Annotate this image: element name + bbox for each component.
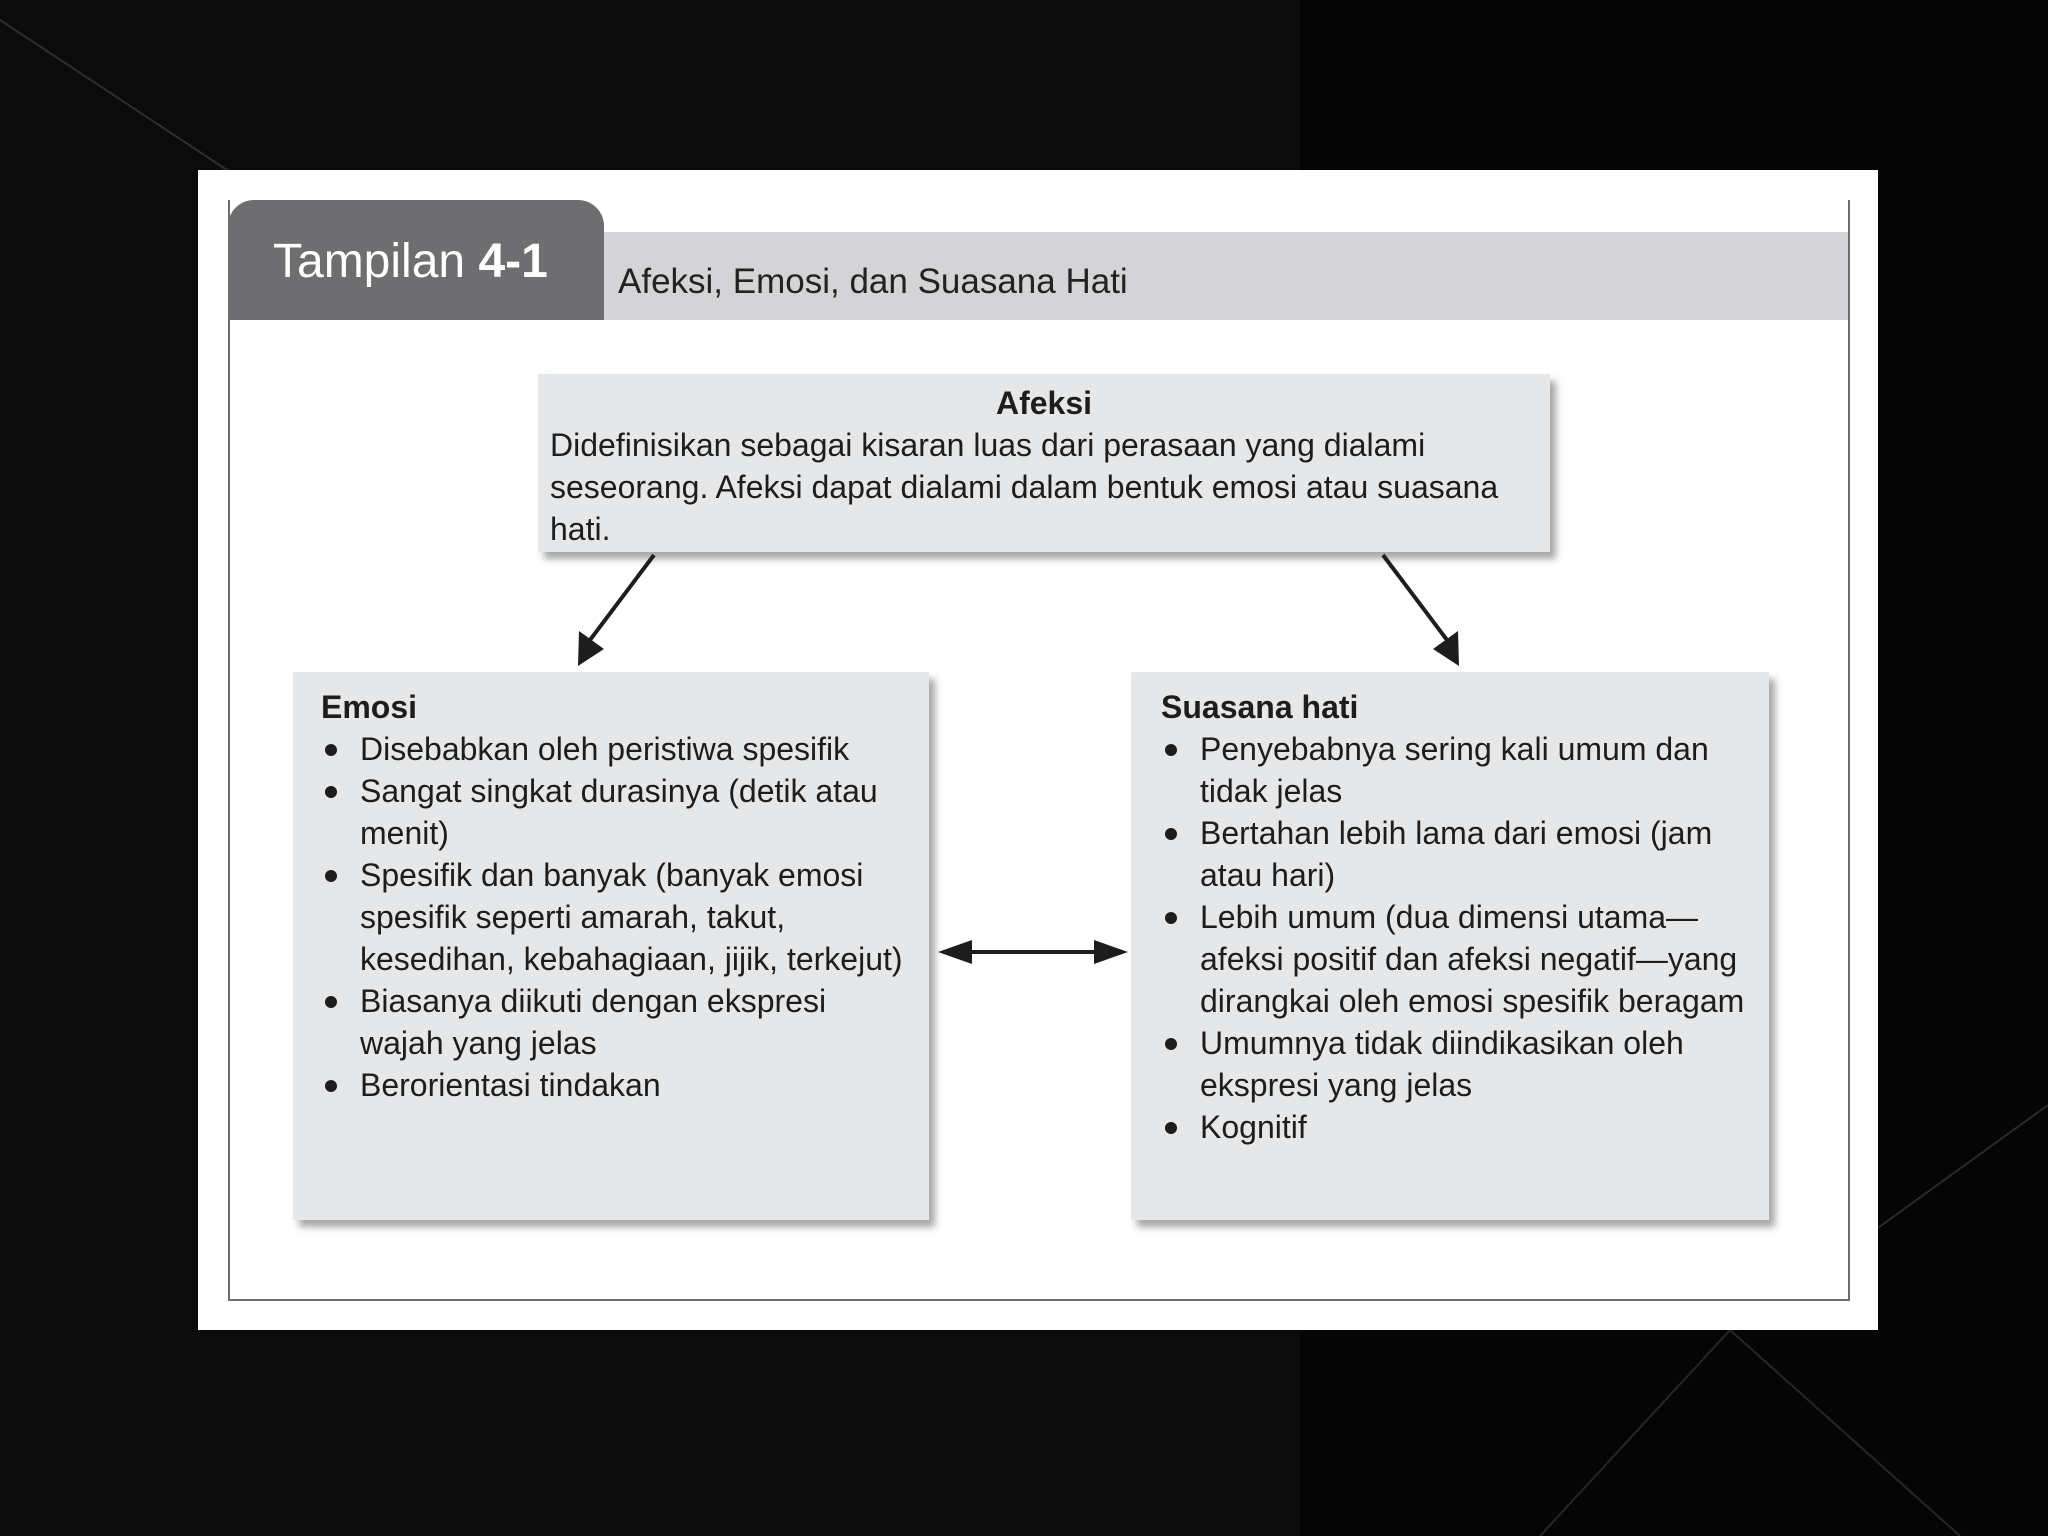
- emosi-list: [321, 728, 911, 1106]
- afeksi-definition: Didefinisikan sebagai kisaran luas dari perasaan yang dialami seseorang. Afeksi dapat dialami dalam bentuk emosi atau suasana hati.: [550, 427, 1499, 547]
- afeksi-box: [538, 374, 1550, 552]
- suasana-hati-item: Umumnya tidak diindikasikan oleh ekspresi yang jelas: [1161, 1022, 1751, 1106]
- emosi-item: Disebabkan oleh peristiwa spesifik: [321, 728, 911, 770]
- emosi-item: Sangat singkat durasinya (detik atau menit): [321, 770, 911, 854]
- suasana-hati-item: Penyebabnya sering kali umum dan tidak jelas: [1161, 728, 1751, 812]
- suasana-hati-item: Bertahan lebih lama dari emosi (jam atau hari): [1161, 812, 1751, 896]
- emosi-item: Spesifik dan banyak (banyak emosi spesifik seperti amarah, takut, kesedihan, kebahagiaan, jijik, terkejut): [321, 854, 911, 980]
- exhibit-slide: [198, 170, 1878, 1330]
- suasana-hati-item: Kognitif: [1161, 1106, 1751, 1148]
- suasana-hati-box: [1131, 672, 1769, 1220]
- emosi-item: Biasanya diikuti dengan ekspresi wajah yang jelas: [321, 980, 911, 1064]
- afeksi-heading: Afeksi: [995, 385, 1093, 421]
- emosi-heading: Emosi: [321, 689, 418, 725]
- suasana-hati-list: [1161, 728, 1751, 1148]
- exhibit-tab: [228, 200, 604, 320]
- exhibit-title: Afeksi, Emosi, dan Suasana Hati: [618, 262, 1128, 301]
- suasana-hati-heading: Suasana hati: [1161, 689, 1359, 725]
- emosi-box: [293, 672, 929, 1220]
- suasana-hati-item: Lebih umum (dua dimensi utama—afeksi positif dan afeksi negatif—yang dirangkai oleh emosi spesifik beragam: [1161, 896, 1751, 1022]
- exhibit-tab-number: 4-1: [478, 235, 548, 288]
- exhibit-tab-word: Tampilan: [273, 235, 466, 288]
- emosi-item: Berorientasi tindakan: [321, 1064, 911, 1106]
